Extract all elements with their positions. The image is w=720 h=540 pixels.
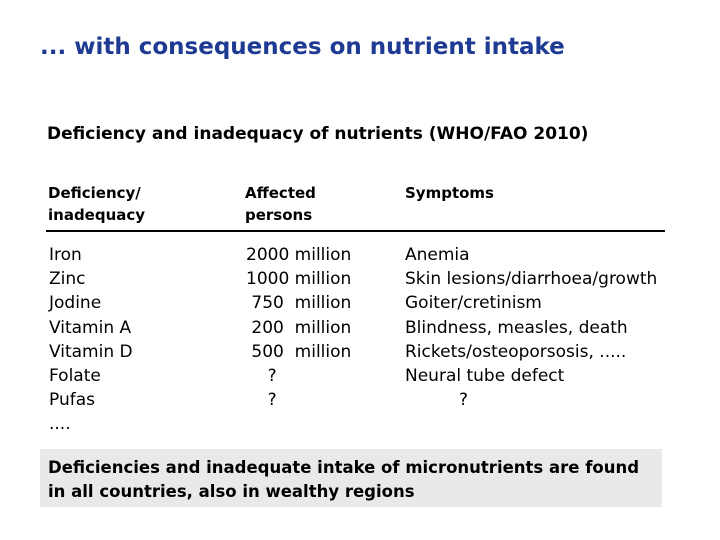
symptom-item: Blindness, measles, death [405,317,628,338]
symptom-item: Skin lesions/diarrhoea/growth [405,269,658,290]
nutrient-item: Pufas [49,390,95,411]
header-affected-persons: Affected persons [245,184,316,224]
table-caption: Deficiency and inadequacy of nutrients (WHO/FAO 2010) [47,124,589,144]
nutrient-item: Vitamin A [49,317,132,338]
affected-persons-item: ? [246,366,277,387]
header-deficiency: Deficiency/ inadequacy [48,184,146,224]
nutrient-column [49,243,133,437]
affected-persons-item: 1000 million [246,269,352,290]
conclusion-note: Deficiencies and inadequate intake of micronutrients are found in all countries, also in wealthy regions [40,449,662,507]
nutrient-item: Iron [49,245,82,265]
affected-persons-column [246,243,351,412]
affected-persons-item: 500 million [246,341,352,362]
slide-title: ... with consequences on nutrient intake [40,34,565,60]
nutrient-item: Zinc [49,269,86,290]
symptom-item: Anemia [405,245,470,265]
nutrient-item: Folate [49,366,101,387]
symptom-item: Neural tube defect [405,366,565,387]
nutrient-item: .... [49,414,71,435]
nutrient-item: Vitamin D [49,341,133,362]
header-symptoms: Symptoms [405,184,494,202]
symptom-item: ? [405,390,469,411]
nutrient-item: Jodine [49,293,102,314]
symptoms-column [405,243,657,412]
header-divider [46,230,665,232]
affected-persons-item: 2000 million [246,245,352,265]
affected-persons-item: 200 million [246,317,352,338]
affected-persons-item: ? [246,390,277,411]
symptom-item: Goiter/cretinism [405,293,542,314]
affected-persons-item: 750 million [246,293,352,314]
symptom-item: Rickets/osteoporsosis, ..... [405,341,627,362]
